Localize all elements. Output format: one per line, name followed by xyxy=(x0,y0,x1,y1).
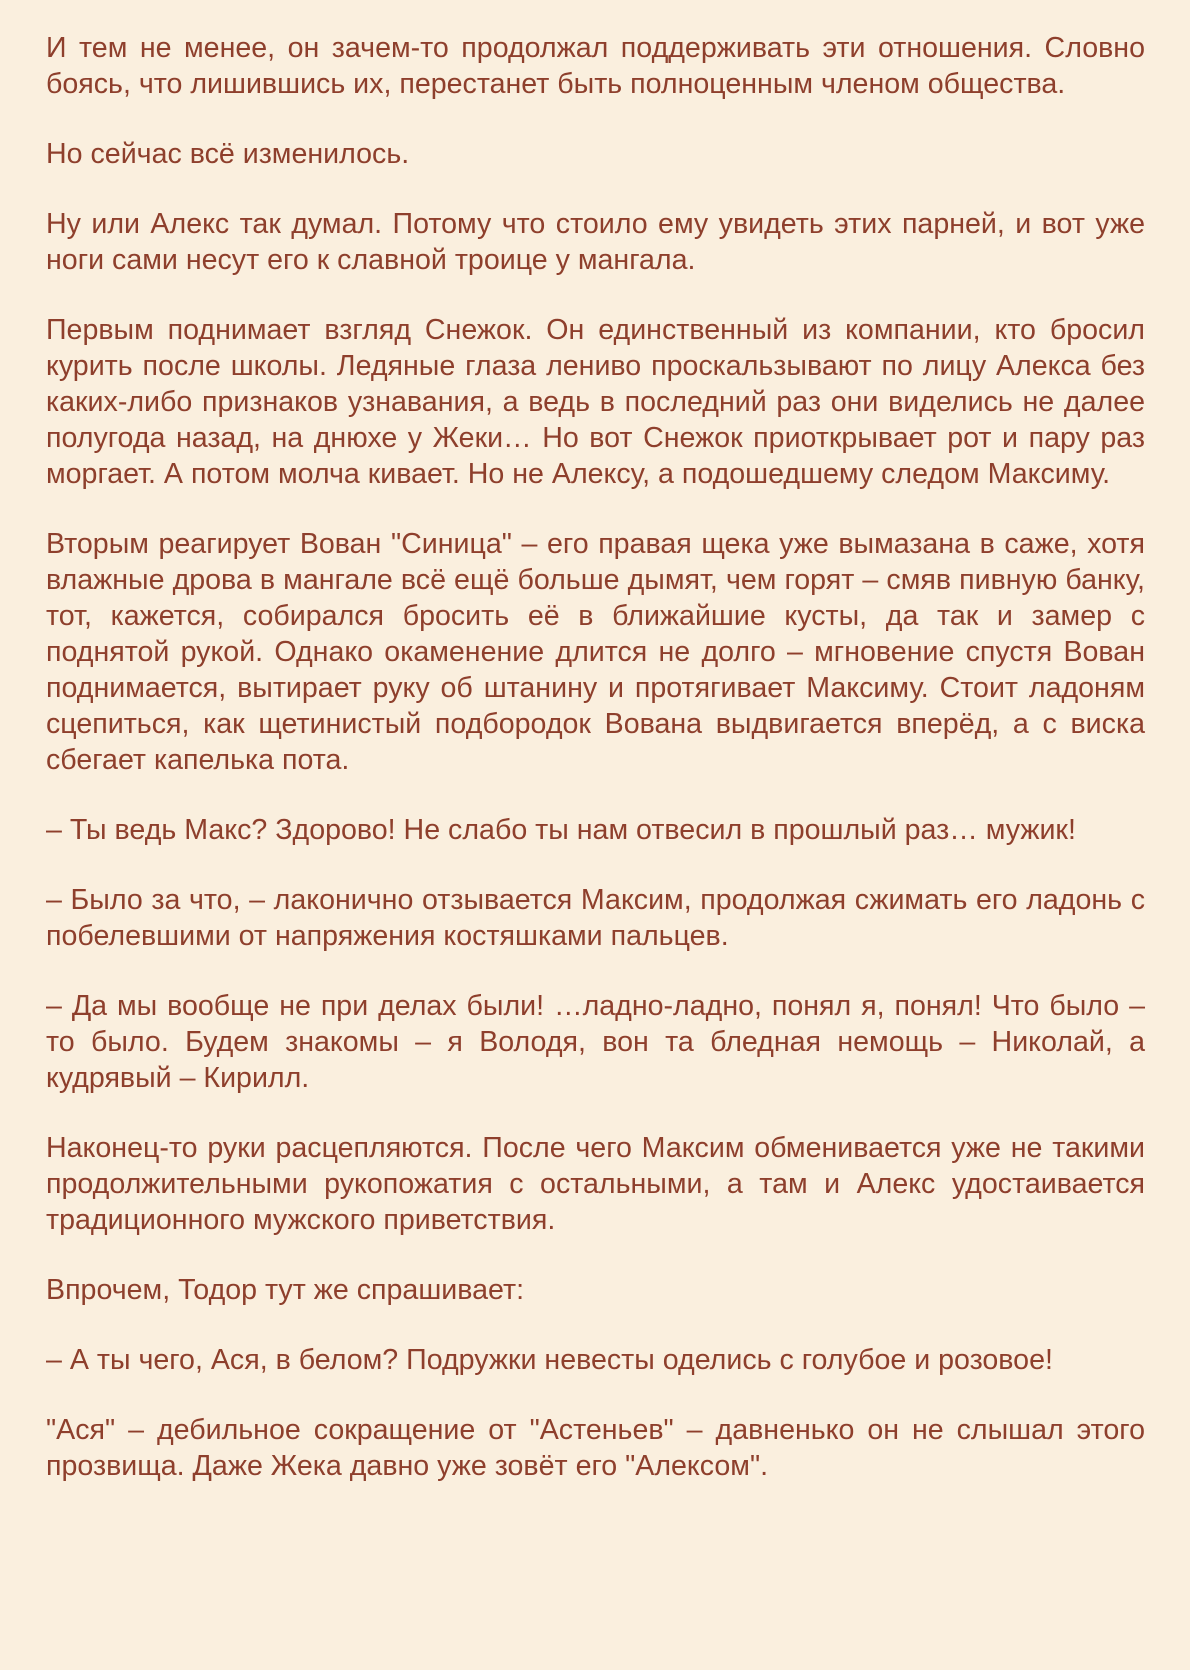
paragraph-2: Но сейчас всё изменилось. xyxy=(46,138,410,170)
paragraph-1: И тем не менее, он зачем-то продолжал поддерживать эти отношения. Словно боясь, что лишившись их, перестанет быть полноценным членом общества. xyxy=(46,32,1145,100)
paragraph-9: Наконец-то руки расцепляются. После чего Максим обменивается уже не такими продолжительными рукопожатия с остальными, а там и Алекс удостаивается традиционного мужского приветствия. xyxy=(46,1132,1145,1236)
paragraph-8: – Да мы вообще не при делах были! …ладно-ладно, понял я, понял! Что было – то было. Будем знакомы – я Володя, вон та бледная немощь – Николай, а кудрявый – Кирилл. xyxy=(46,990,1145,1094)
paragraph-10: Впрочем, Тодор тут же спрашивает: xyxy=(46,1274,525,1306)
paragraph-3: Ну или Алекс так думал. Потому что стоило ему увидеть этих парней, и вот уже ноги сами несут его к славной троице у мангала. xyxy=(46,208,1145,276)
paragraph-7: – Было за что, – лаконично отзывается Максим, продолжая сжимать его ладонь с побелевшими от напряжения костяшками пальцев. xyxy=(46,884,1145,952)
paragraph-5: Вторым реагирует Вован "Синица" – его правая щека уже вымазана в саже, хотя влажные дрова в мангале всё ещё больше дымят, чем горят – смяв пивную банку, тот, кажется, собирался бросить её в ближайшие кусты, да так и замер с поднятой рукой. Однако окаменение длится не долго – мгновение спустя Вован поднимается, вытирает руку об штанину и протягивает Максиму. Стоит ладоням сцепиться, как щетинистый подбородок Вована выдвигается вперёд, а с виска сбегает капелька пота. xyxy=(46,528,1145,776)
paragraph-12: "Ася" – дебильное сокращение от "Астеньев" – давненько он не слышал этого прозвища. Даже Жека давно уже зовёт его "Алексом". xyxy=(46,1414,1145,1482)
paragraph-11: – А ты чего, Ася, в белом? Подружки невесты оделись с голубое и розовое! xyxy=(46,1344,1053,1376)
paragraph-6: – Ты ведь Макс? Здорово! Не слабо ты нам отвесил в прошлый раз… мужик! xyxy=(46,814,1076,846)
paragraph-4: Первым поднимает взгляд Снежок. Он единственный из компании, кто бросил курить после школы. Ледяные глаза лениво проскальзывают по лицу Алекса без каких-либо признаков узнавания, а ведь в последний раз они виделись не далее полугода назад, на днюхе у Жеки… Но вот Снежок приоткрывает рот и пару раз моргает. А потом молча кивает. Но не Алексу, а подошедшему следом Максиму. xyxy=(46,314,1145,490)
